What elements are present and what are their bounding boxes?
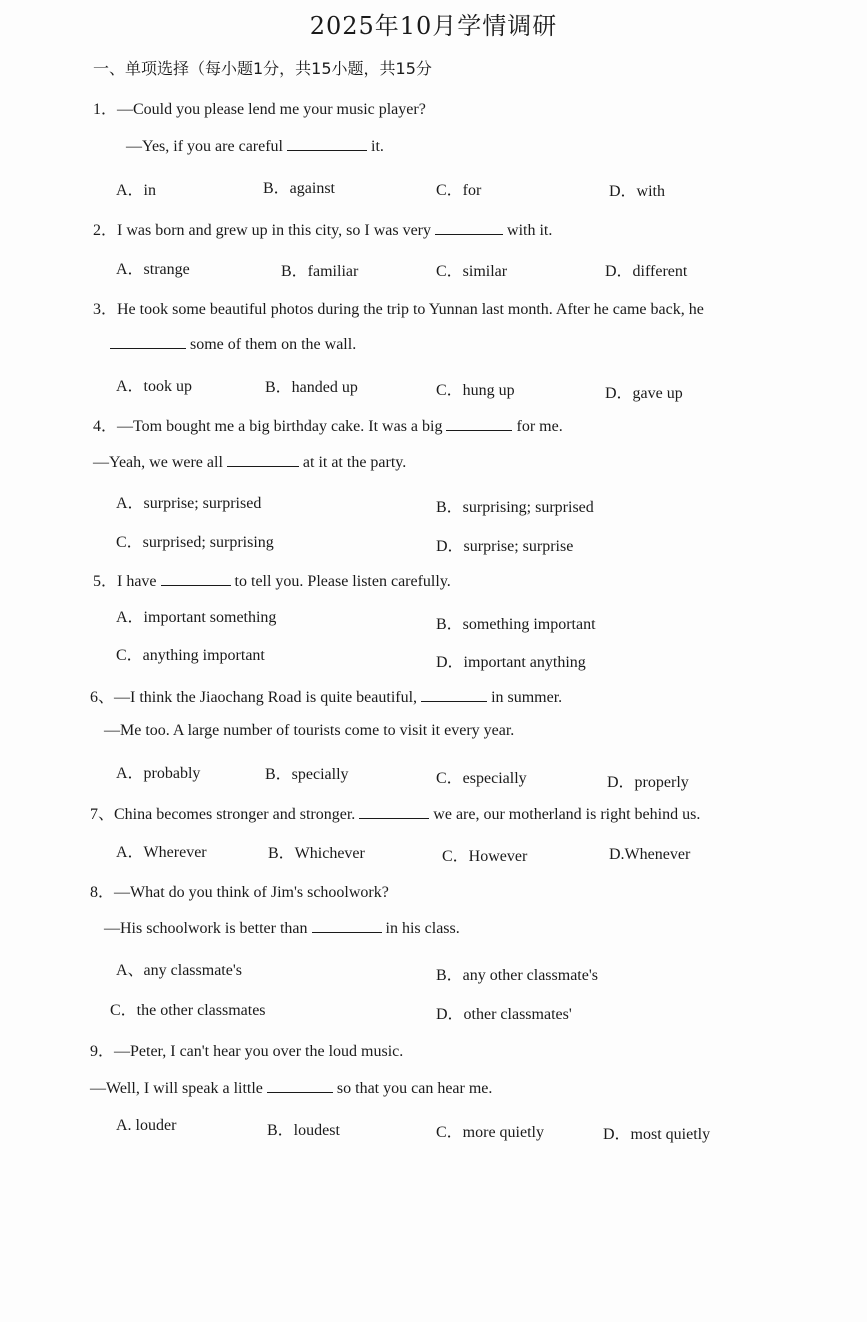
option-a: A．surprise; surprised — [116, 495, 262, 512]
option-a: A．strange — [116, 261, 190, 278]
option-d: D．most quietly — [603, 1126, 711, 1143]
question-text: we are, our motherland is right behind us. — [433, 806, 701, 823]
option-b: B．Whichever — [268, 845, 365, 862]
option-a: A、any classmate's — [116, 962, 242, 979]
option-d: D．different — [605, 263, 688, 280]
option-d: D．other classmates' — [436, 1006, 572, 1023]
option-d: D．gave up — [605, 385, 683, 402]
option-b: B．something important — [436, 616, 596, 633]
question-6-reply — [104, 722, 514, 740]
question-text: 2．I was born and grew up in this city, so I was very — [93, 222, 432, 239]
question-text: for me. — [516, 418, 563, 435]
answer-blank — [110, 334, 186, 349]
answer-blank — [359, 804, 429, 819]
question-text: in his class. — [385, 920, 460, 937]
option-a: A．took up — [116, 378, 193, 395]
question-1-reply — [126, 136, 384, 156]
option-b: B．against — [263, 180, 335, 197]
question-text: at it at the party. — [302, 454, 407, 471]
question-text: 9．—Peter, I can't hear you over the loud music. — [90, 1043, 404, 1060]
answer-blank — [446, 416, 512, 431]
question-text: 8．—What do you think of Jim's schoolwork? — [90, 884, 389, 901]
answer-blank — [421, 687, 487, 702]
option-a: A．probably — [116, 765, 201, 782]
question-4-reply — [93, 452, 406, 472]
question-text: 7、China becomes stronger and stronger. — [90, 806, 356, 823]
option-c: C．However — [442, 848, 528, 865]
option-a: A．in — [116, 182, 157, 199]
answer-blank — [435, 220, 503, 235]
option-d: D．with — [609, 183, 666, 200]
question-text: in summer. — [491, 689, 563, 706]
option-b: B．specially — [265, 766, 349, 783]
question-4 — [93, 413, 563, 436]
question-text: —Well, I will speak a little — [90, 1080, 263, 1097]
question-1 — [93, 96, 426, 119]
option-d: D．properly — [607, 774, 689, 791]
option-c: C．similar — [436, 263, 508, 280]
option-c: C．especially — [436, 770, 527, 787]
option-b: B．familiar — [281, 263, 359, 280]
section-heading: 一、单项选择（每小题1分，共15小题，共15分 — [93, 59, 432, 78]
option-a: A. louder — [116, 1117, 177, 1134]
question-text: with it. — [507, 222, 553, 239]
question-3 — [93, 296, 704, 319]
question-text: —Yeah, we were all — [93, 454, 223, 471]
question-text: 3．He took some beautiful photos during the trip to Yunnan last month. After he came back, he — [93, 301, 704, 318]
answer-blank — [267, 1078, 333, 1093]
option-b: B．handed up — [265, 379, 358, 396]
question-6 — [90, 684, 562, 707]
question-text: —Me too. A large number of tourists come to visit it every year. — [104, 722, 515, 739]
question-text: to tell you. Please listen carefully. — [234, 573, 451, 590]
option-c: C．surprised; surprising — [116, 534, 274, 551]
option-b: B．any other classmate's — [436, 967, 598, 984]
question-text: 6、—I think the Jiaochang Road is quite beautiful, — [90, 689, 418, 706]
question-3-cont — [110, 334, 356, 354]
option-d: D．surprise; surprise — [436, 538, 574, 555]
question-7 — [90, 801, 700, 824]
question-8-reply — [104, 918, 460, 938]
answer-blank — [287, 136, 367, 151]
question-text: 1．—Could you please lend me your music player? — [93, 101, 426, 118]
answer-blank — [161, 571, 231, 586]
question-5 — [93, 568, 451, 591]
option-a: A．important something — [116, 609, 277, 626]
option-a: A．Wherever — [116, 844, 207, 861]
question-text: 4．—Tom bought me a big birthday cake. It was a big — [93, 418, 443, 435]
option-c: C．hung up — [436, 382, 515, 399]
option-c: C．anything important — [116, 647, 265, 664]
question-9 — [90, 1038, 403, 1061]
question-2 — [93, 217, 552, 240]
option-d: D．important anything — [436, 654, 586, 671]
question-text: —His schoolwork is better than — [104, 920, 308, 937]
option-b: B．loudest — [267, 1122, 340, 1139]
option-b: B．surprising; surprised — [436, 499, 594, 516]
option-c: C．the other classmates — [110, 1002, 266, 1019]
option-c: C．for — [436, 182, 482, 199]
question-text: 5．I have — [93, 573, 157, 590]
answer-blank — [227, 452, 299, 467]
page-title: 2025年10月学情调研 — [309, 12, 558, 40]
question-9-reply — [90, 1078, 492, 1098]
question-text: some of them on the wall. — [190, 336, 357, 353]
answer-blank — [312, 918, 382, 933]
question-8 — [90, 879, 389, 902]
option-c: C．more quietly — [436, 1124, 544, 1141]
question-text: —Yes, if you are careful — [126, 138, 283, 155]
question-text: so that you can hear me. — [336, 1080, 493, 1097]
option-d: D.Whenever — [609, 846, 691, 863]
question-text: it. — [371, 138, 384, 155]
